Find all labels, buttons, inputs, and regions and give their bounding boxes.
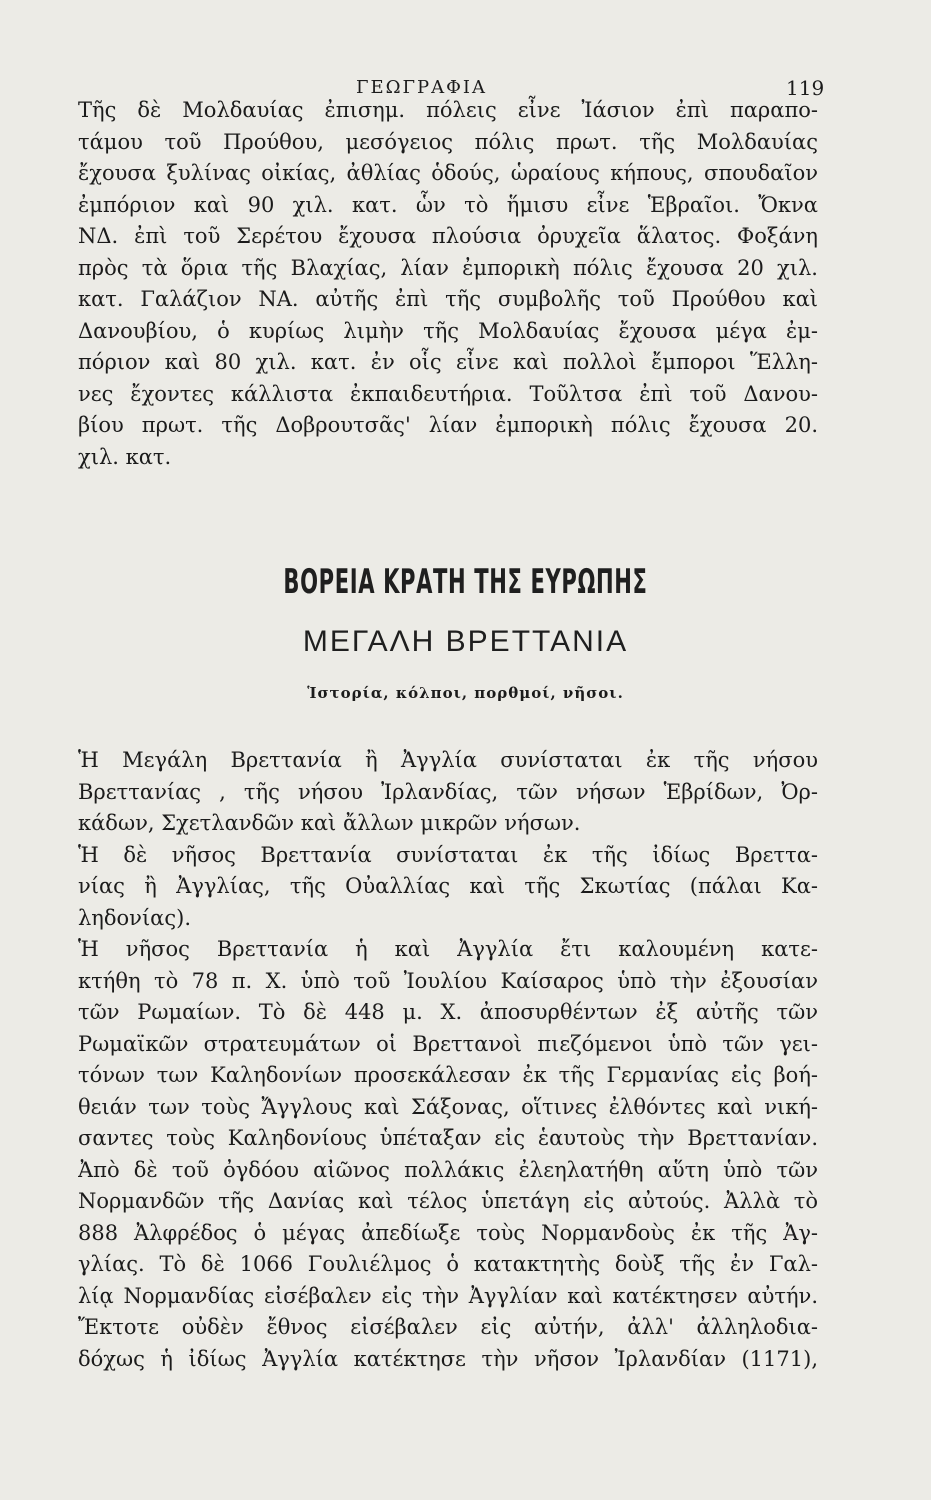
paragraph-great-britain xyxy=(78,745,818,1375)
text-line: 888 Ἀλφρέδος ὁ μέγας ἀπεδίωξε τοὺς Νορμανδοὺς ἐκ τῆς Ἀγ- xyxy=(78,1220,818,1245)
text-line: τάμου τοῦ Προύθου, μεσόγειος πόλις πρωτ. τῆς Μολδαυίας xyxy=(78,129,818,154)
text-line: Ἡ Μεγάλη Βρεττανία ἢ Ἀγγλία συνίσταται ἐκ τῆς νήσου xyxy=(78,748,818,772)
text-line: λίᾳ Νορμανδίας εἰσέβαλεν εἰς τὴν Ἀγγλίαν καὶ κατέκτησεν αὐτήν. xyxy=(78,1283,818,1308)
subsection-topics: Ἱστορία, κόλποι, πορθμοί, νῆσοι. xyxy=(307,684,624,702)
paragraph-moldavia-cities xyxy=(78,95,818,473)
text-line: πόριον καὶ 80 χιλ. κατ. ἐν οἷς εἶνε καὶ πολλοὶ ἔμποροι Ἕλλη- xyxy=(78,350,818,374)
text-line: Ἀπὸ δὲ τοῦ ὀγδόου αἰῶνος πολλάκις ἐλεηλατήθη αὕτη ὑπὸ τῶν xyxy=(78,1157,818,1182)
text-line: νες ἔχοντες κάλλιστα ἐκπαιδευτήρια. Τοῦλτσα ἐπὶ τοῦ Δανου- xyxy=(78,381,818,406)
page-number: 119 xyxy=(786,76,825,100)
text-line: χιλ. κατ. xyxy=(78,444,172,469)
text-line: Ρωμαϊκῶν στρατευμάτων οἱ Βρεττανοὶ πιεζόμενοι ὑπὸ τῶν γει- xyxy=(78,1031,818,1056)
text-line: κατ. Γαλάζιον ΝΑ. αὐτῆς ἐπὶ τῆς συμβολῆς τοῦ Προύθου καὶ xyxy=(78,287,818,311)
text-line: ἐμπόριον καὶ 90 χιλ. κατ. ὧν τὸ ἥμισυ εἶνε Ἑβραῖοι. Ὄκνα xyxy=(78,192,818,217)
text-line: βίου πρωτ. τῆς Δοβρουτσᾶς' λίαν ἐμπορικὴ πόλις ἔχουσα 20. xyxy=(78,413,818,437)
text-line: ληδονίας). xyxy=(78,905,191,930)
text-line: Βρεττανίας , τῆς νήσου Ἰρλανδίας, τῶν νήσων Ἑβρίδων, Ὀρ- xyxy=(78,779,818,804)
text-line: πρὸς τὰ ὅρια τῆς Βλαχίας, λίαν ἐμπορικὴ πόλις ἔχουσα 20 χιλ. xyxy=(78,255,818,280)
running-title: ΓΕΩΓΡΑΦΙΑ xyxy=(356,77,488,98)
text-line: νίας ἢ Ἀγγλίας, τῆς Οὐαλλίας καὶ τῆς Σκωτίας (πάλαι Κα- xyxy=(78,874,818,898)
text-line: γλίας. Τὸ δὲ 1066 Γουλιέλμος ὁ κατακτητὴς δοὺξ τῆς ἐν Γαλ- xyxy=(78,1252,818,1276)
text-line: ἔχουσα ξυλίνας οἰκίας, ἀθλίας ὁδούς, ὡραίους κήπους, σπουδαῖον xyxy=(78,161,818,185)
text-line: δόχως ἡ ἰδίως Ἀγγλία κατέκτησε τὴν νῆσον Ἰρλανδίαν (1171), xyxy=(78,1346,818,1371)
subsection-title: ΜΕΓΑΛΗ ΒΡΕΤΤΑΝΙΑ xyxy=(302,625,629,658)
text-line: σαντες τοὺς Καληδονίους ὑπέταξαν εἰς ἑαυτοὺς τὴν Βρεττανίαν. xyxy=(78,1126,818,1150)
text-line: θειάν των τοὺς Ἄγγλους καὶ Σάξονας, οἵτινες ἐλθόντες καὶ νική- xyxy=(78,1094,818,1119)
text-line: Δανουβίου, ὁ κυρίως λιμὴν τῆς Μολδαυίας ἔχουσα μέγα ἐμ- xyxy=(78,318,818,343)
text-line: Ἡ δὲ νῆσος Βρεττανία συνίσταται ἐκ τῆς ἰδίως Βρεττα- xyxy=(78,842,818,867)
text-line: τόνων των Καληδονίων προσεκάλεσαν ἐκ τῆς Γερμανίας εἰς βοή- xyxy=(78,1063,818,1087)
text-line: κάδων, Σχετλανδῶν καὶ ἄλλων μικρῶν νήσων. xyxy=(78,811,581,835)
text-line: Νορμανδῶν τῆς Δανίας καὶ τέλος ὑπετάγη εἰς αὐτούς. Ἀλλὰ τὸ xyxy=(78,1189,818,1213)
section-title: ΒΟΡΕΙΑ ΚΡΑΤΗ ΤΗΣ ΕΥΡΩΠΗΣ xyxy=(283,562,648,602)
text-line: Ἡ νῆσος Βρεττανία ἡ καὶ Ἀγγλία ἔτι καλουμένη κατε- xyxy=(78,937,818,961)
text-line: τῶν Ρωμαίων. Τὸ δὲ 448 μ. Χ. ἀποσυρθέντων ἐξ αὐτῆς τῶν xyxy=(78,1000,818,1024)
text-line: Ἔκτοτε οὐδὲν ἔθνος εἰσέβαλεν εἰς αὐτήν, ἀλλ' ἀλληλοδια- xyxy=(78,1315,818,1339)
text-line: ΝΔ. ἐπὶ τοῦ Σερέτου ἔχουσα πλούσια ὀρυχεῖα ἅλατος. Φοξάνη xyxy=(78,224,818,248)
text-line: Τῆς δὲ Μολδαυίας ἐπισημ. πόλεις εἶνε Ἰάσιον ἐπὶ παραπο- xyxy=(78,98,818,122)
text-line: κτήθη τὸ 78 π. Χ. ὑπὸ τοῦ Ἰουλίου Καίσαρος ὑπὸ τὴν ἐξουσίαν xyxy=(78,968,818,993)
